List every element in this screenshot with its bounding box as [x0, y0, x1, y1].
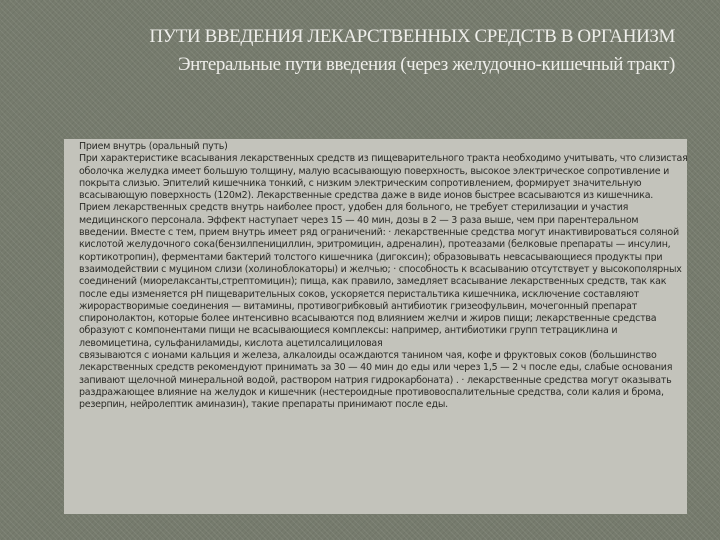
- slide-header: [40, 24, 675, 78]
- body-text: [75, 141, 689, 412]
- paragraph-advantages-limitations: Прием лекарственных средств внутрь наиболее прост, удобен для больного, не требует стерилизации и участия медицинского персонала. Эффект наступает через 15 — 40 мин, дозы в 2 — 3 раза выше, чем при парентеральном введении. Вместе с тем, прием внутрь имеет ряд ограничений: · лекарственные средства могут инактивироваться соляной кислотой желудочного сока(бензилпенициллин, эритромицин, адреналин), протеазами (белковые препараты — инсулин, кортикотропин), ферментами бактерий толстого кишечника (дигоксин); образовывать невсасывающиеся продукты при взаимодействии с муцином слизи (холиноблокаторы) и желчью; · способность к всасыванию отсутствует у высокополярных соединений (миорелаксанты,стрептомицин); пища, как правило, замедляет всасывание лекарственных средств, так как после еды изменяется pH пищеварительных соков, ускоряется перистальтика кишечника, исключение составляют жирорастворимые соединения — витамины, противогрибковый антибиотик гризеофульвин, мочегонный препарат спиронолактон, которые более интенсивно всасываются под влиянием желчи и жиров пищи; лекарственные средства образуют с компонентами пищи не всасывающиеся комплексы: например, антибиотики групп тетрациклина и левомицетина, сульфаниламиды, кислота ацетилсалициловая: [79, 202, 682, 349]
- paragraph-food-interactions: связываются с ионами кальция и железа, алкалоиды осаждаются танином чая, кофе и фруктовых соков (большинство лекарственных средств рекомендуют принимать за 30 — 40 мин до еды или через 1,5 — 2 ч после еды, слабые основания запивают щелочной минеральной водой, раствором натрия гидрокарбоната) . · лекарственные средства могут оказывать раздражающее влияние на желудок и кишечник (нестероидные противовоспалительные средства, соли калия и брома, резерпин, нейролептик аминазин), такие препараты принимают после еды.: [79, 350, 673, 411]
- paragraph-absorption: При характеристике всасывания лекарственных средств из пищеварительного тракта необходимо учитывать, что слизистая оболочка желудка имеет большую толщину, малую всасывающую поверхность, высокое электрическое сопротивление и покрыта слизью. Эпителий кишечника тонкий, с низким электрическим сопротивлением, формирует значительную всасывающую поверхность (120м2). Лекарственные средства даже в виде ионов быстрее всасываются из кишечника.: [79, 153, 688, 202]
- slide-title: ПУТИ ВВЕДЕНИЯ ЛЕКАРСТВЕННЫХ СРЕДСТВ В ОРГАНИЗМ: [149, 26, 675, 47]
- slide-subtitle: Энтеральные пути введения (через желудочно-кишечный тракт): [178, 54, 675, 75]
- paragraph-oral-route: Прием внутрь (оральный путь): [79, 141, 228, 152]
